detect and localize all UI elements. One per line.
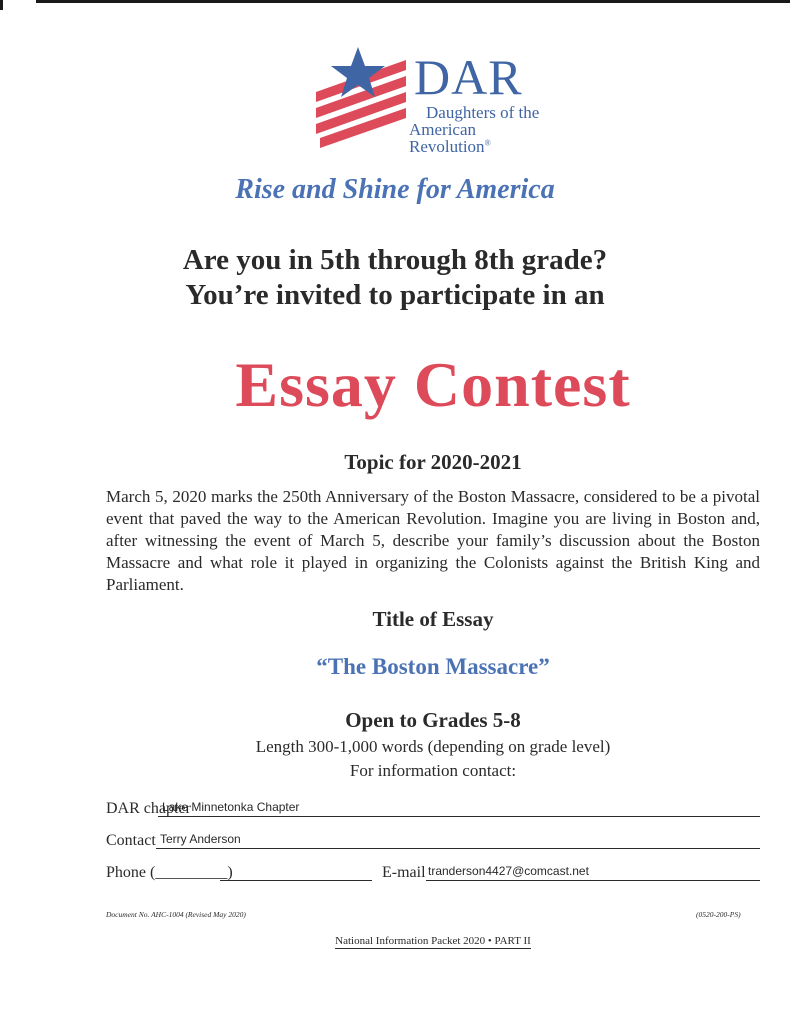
packet-footer: National Information Packet 2020 • PART II — [335, 935, 531, 947]
logo-line-2: American Revolution® — [409, 120, 491, 156]
scan-edge-left — [0, 0, 3, 10]
topic-heading: Topic for 2020-2021 — [344, 450, 522, 474]
chapter-line — [158, 816, 760, 817]
phone-line — [220, 880, 372, 881]
email-value: tranderson4427@comcast.net — [428, 864, 589, 878]
chapter-label: DAR chapter — [106, 800, 191, 817]
contact-row — [106, 832, 760, 852]
chapter-value: Lake Minnetonka Chapter — [162, 800, 300, 814]
headline-line-1: Are you in 5th through 8th grade? — [182, 244, 608, 276]
contact-line — [156, 848, 760, 849]
email-label: E-mail — [382, 864, 426, 881]
scan-edge-top — [36, 0, 790, 3]
info-contact-text: For information contact: — [349, 761, 517, 780]
chapter-row — [106, 800, 760, 820]
slogan: Rise and Shine for America — [235, 174, 555, 205]
length-text: Length 300-1,000 words (depending on grade level) — [255, 737, 611, 756]
essay-title: “The Boston Massacre” — [316, 654, 550, 679]
document-code: (0520-200-PS) — [696, 910, 741, 919]
topic-paragraph: March 5, 2020 marks the 250th Anniversary of the Boston Massacre, considered to be a pivotal event that paved the way to the American Revolution. Imagine you are living in Boston and, after witnessing the event of March 5, describe your family’s discussion about the Boston Massacre and what role it played in organizing the Colonists against the British King and Parliament. — [106, 487, 760, 594]
logo-acronym: DAR — [414, 49, 523, 105]
contact-label: Contact — [106, 832, 156, 849]
contest-title: Essay Contest — [235, 349, 631, 420]
dar-logo — [314, 44, 554, 154]
document-number: Document No. AHC-1004 (Revised May 2020) — [106, 910, 246, 919]
star-flag-icon — [314, 44, 414, 154]
essay-title-label: Title of Essay — [372, 607, 494, 631]
email-line — [426, 880, 760, 881]
headline-line-2: You’re invited to participate in an — [185, 279, 605, 311]
phone-label: Phone (_________) — [106, 864, 233, 881]
grades-heading: Open to Grades 5-8 — [345, 708, 521, 732]
logo-line-1: Daughters of the — [426, 103, 540, 122]
phone-email-row — [106, 864, 760, 884]
contact-value: Terry Anderson — [160, 832, 241, 846]
